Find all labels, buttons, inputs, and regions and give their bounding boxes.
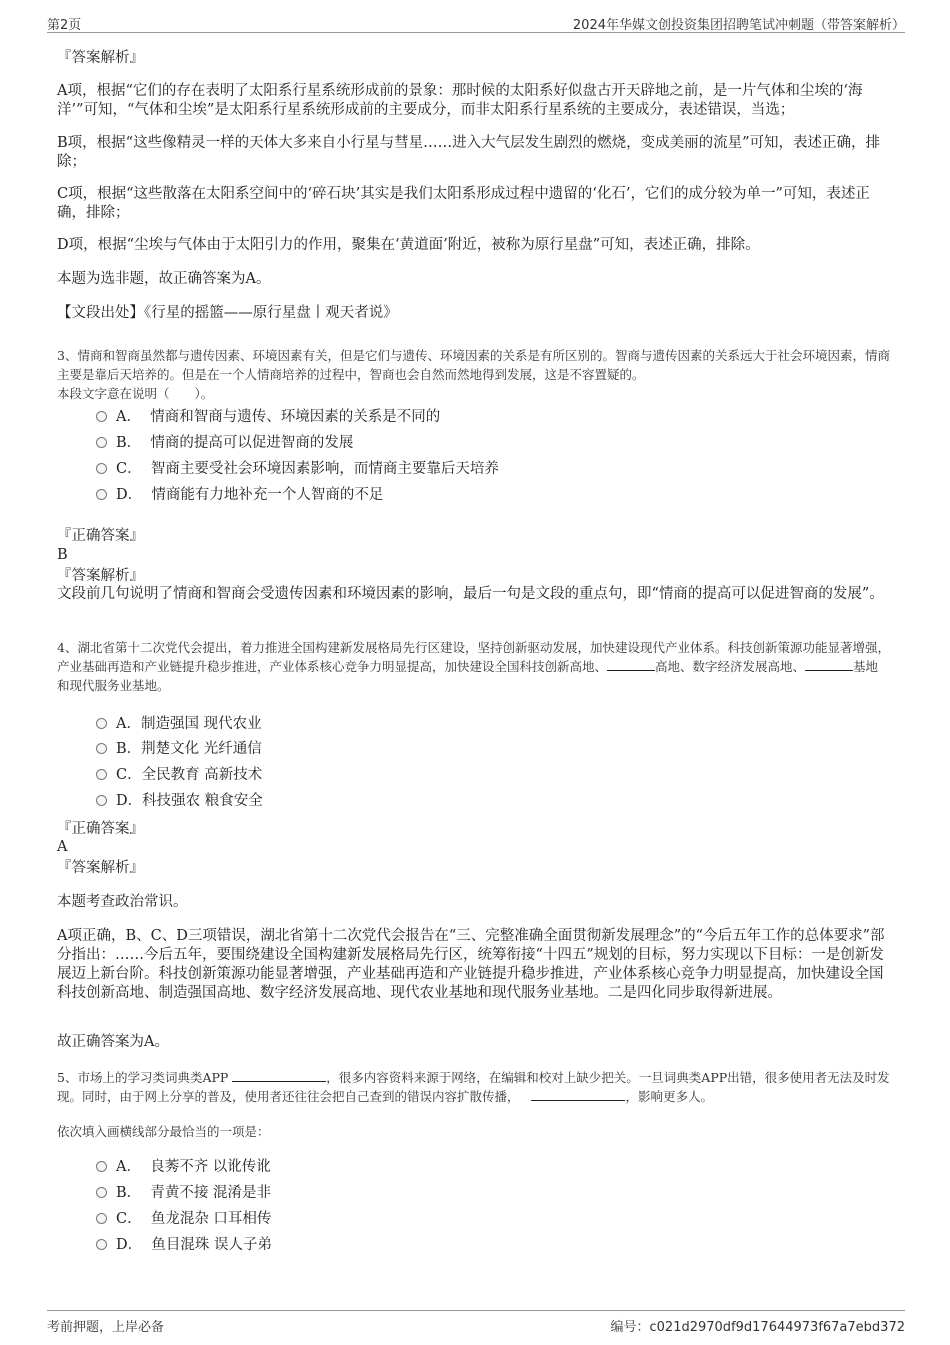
- q3-prompt: 本段文字意在说明（ ）。: [57, 386, 214, 401]
- q4-option-b[interactable]: [96, 739, 262, 759]
- option-text: 良莠不齐 以讹传讹: [150, 1159, 271, 1175]
- option-letter: D．: [116, 793, 143, 809]
- code-label: 编号：: [610, 1320, 650, 1335]
- option-text: 情商的提高可以促进智商的发展: [150, 435, 354, 451]
- radio-icon[interactable]: [96, 463, 107, 474]
- q4-analysis-heading: 『答案解析』: [57, 860, 144, 876]
- q4-analysis-intro: 本题考查政治常识。: [57, 894, 188, 910]
- option-letter: B．: [116, 741, 142, 757]
- q5-option-b[interactable]: [96, 1183, 271, 1203]
- option-letter: D．: [116, 1237, 143, 1253]
- q5-blank-1: [232, 1068, 326, 1082]
- q3-option-a[interactable]: [96, 407, 440, 427]
- q4-option-c[interactable]: [96, 765, 262, 785]
- page-header: [47, 12, 905, 33]
- option-letter: D．: [116, 487, 143, 503]
- q3-option-c[interactable]: [96, 459, 499, 479]
- q5-option-d[interactable]: [96, 1235, 272, 1255]
- q2-analysis-c: C项，根据“这些散落在太阳系空间中的‘碎石块’其实是我们太阳系形成过程中遗留的‘化石’，它们的成分较为单一”可知，表述正确，排除；: [57, 186, 870, 221]
- option-text: 鱼龙混杂 口耳相传: [150, 1211, 272, 1227]
- radio-icon[interactable]: [96, 769, 107, 780]
- document-code: [610, 1316, 905, 1335]
- q5-blank-2: [531, 1087, 625, 1101]
- q3-option-b[interactable]: [96, 433, 353, 453]
- radio-icon[interactable]: [96, 437, 107, 448]
- option-letter: A．: [116, 409, 141, 425]
- q2-analysis-heading: 『答案解析』: [57, 50, 144, 66]
- page-footer: [47, 1310, 905, 1335]
- option-letter: A．: [116, 1159, 141, 1175]
- option-text: 情商能有力地补充一个人智商的不足: [151, 487, 384, 503]
- radio-icon[interactable]: [96, 1213, 107, 1224]
- q4-stem-part3: 基地和现代服务业基地。: [57, 659, 879, 693]
- radio-icon[interactable]: [96, 1187, 107, 1198]
- option-text: 青黄不接 混淆是非: [150, 1185, 271, 1201]
- radio-icon[interactable]: [96, 795, 107, 806]
- option-text: 制造强国 现代农业: [140, 716, 262, 732]
- q5-stem-part1: 5、市场上的学习类词典类APP: [57, 1070, 229, 1085]
- option-text: 荆楚文化 光纤通信: [141, 741, 262, 757]
- q5-stem: [57, 1068, 890, 1106]
- option-letter: C．: [116, 767, 142, 783]
- q4-stem-part1: 4、湖北省第十二次党代会提出，着力推进全国构建新发展格局先行区建设，坚持创新驱动发展，加快建设现代产业体系。科技创新策源功能显著增强，产业基础再造和产业链提升稳步推进，产业体系核心竞争力明显提高，加快建设全国科技创新高地、: [57, 640, 890, 674]
- option-text: 鱼目混珠 误人子弟: [151, 1237, 272, 1253]
- radio-icon[interactable]: [96, 718, 107, 729]
- q4-stem-part2: 高地、数字经济发展高地、: [655, 659, 806, 674]
- option-letter: A．: [116, 716, 141, 732]
- q3-answer-heading: 『正确答案』: [57, 528, 144, 544]
- option-text: 智商主要受社会环境因素影响，而情商主要靠后天培养: [150, 461, 499, 477]
- q4-analysis-detail: A项正确，B、C、D三项错误，湖北省第十二次党代会报告在“三、完整准确全面贯彻新发展理念”的“今后五年工作的总体要求”部分指出：……今后五年，要围绕建设全国构建新发展格局先行区，统筹衔接“十四五”规划的目标，努力实现以下目标：一是创新发展迈上新台阶。科技创新策源功能显著增强，产业基础再造和产业链提升稳步推进，产业体系核心竞争力明显提高，加快建设全国科技创新高地、制造强国高地、数字经济发展高地、现代农业基地和现代服务业基地。二是四化同步取得新进展。: [57, 928, 885, 1001]
- radio-icon[interactable]: [96, 1161, 107, 1172]
- page-number: 第2页: [47, 18, 82, 33]
- q5-prompt: 依次填入画横线部分最恰当的一项是：: [57, 1124, 270, 1139]
- radio-icon[interactable]: [96, 489, 107, 500]
- option-letter: C．: [116, 1211, 142, 1227]
- radio-icon[interactable]: [96, 411, 107, 422]
- q4-answer: A: [57, 839, 68, 855]
- option-text: 情商和智商与遗传、环境因素的关系是不同的: [150, 409, 441, 425]
- radio-icon[interactable]: [96, 1239, 107, 1250]
- q3-option-d[interactable]: [96, 485, 383, 505]
- q2-conclusion: 本题为选非题，故正确答案为A。: [57, 271, 271, 287]
- option-text: 科技强农 粮食安全: [142, 793, 263, 809]
- q4-stem: [57, 638, 890, 695]
- code-value: c021d2970df9d17644973f67a7ebd372: [649, 1320, 905, 1335]
- footer-slogan: 考前押题，上岸必备: [47, 1320, 165, 1335]
- q5-stem-part3: ，影响更多人。: [625, 1089, 713, 1104]
- q5-option-a[interactable]: [96, 1157, 271, 1177]
- q3-analysis-heading: 『答案解析』: [57, 568, 144, 584]
- option-letter: B．: [116, 1185, 142, 1201]
- q4-blank-1: [607, 657, 655, 671]
- radio-icon[interactable]: [96, 743, 107, 754]
- q4-answer-heading: 『正确答案』: [57, 821, 144, 837]
- q2-analysis-b: B项，根据“这些像精灵一样的天体大多来自小行星与彗星……进入大气层发生剧烈的燃烧，变成美丽的流星”可知，表述正确，排除；: [57, 135, 880, 170]
- q5-option-c[interactable]: [96, 1209, 271, 1229]
- q4-option-a[interactable]: [96, 714, 262, 734]
- option-letter: C．: [116, 461, 142, 477]
- q5-stem-part2: ，很多内容资料来源于网络，在编辑和校对上缺少把关。一旦词典类APP出错，很多使用者无法及时发现。同时，由于网上分享的普及，使用者还往往会把自己查到的错误内容扩散传播，: [57, 1070, 890, 1104]
- document-title: 2024年华媒文创投资集团招聘笔试冲刺题（带答案解析）: [572, 18, 905, 33]
- q4-option-d[interactable]: [96, 791, 263, 811]
- q2-analysis-d: D项，根据“尘埃与气体由于太阳引力的作用，聚集在‘黄道面’附近，被称为原行星盘”可知，表述正确，排除。: [57, 237, 760, 253]
- q3-analysis: 文段前几句说明了情商和智商会受遗传因素和环境因素的影响，最后一句是文段的重点句，即“情商的提高可以促进智商的发展”。: [57, 586, 884, 602]
- option-text: 全民教育 高新技术: [141, 767, 263, 783]
- q4-conclusion: 故正确答案为A。: [57, 1034, 169, 1050]
- q2-source: 【文段出处】《行星的摇篮——原行星盘丨观天者说》: [57, 305, 398, 321]
- q3-stem: 3、情商和智商虽然都与遗传因素、环境因素有关，但是它们与遗传、环境因素的关系是有所区别的。智商与遗传因素的关系远大于社会环境因素，情商主要是靠后天培养的。但是在一个人情商培养的过程中，智商也会自然而然地得到发展，这是不容置疑的。: [57, 348, 890, 382]
- q3-answer: B: [57, 547, 68, 563]
- q4-blank-2: [805, 657, 853, 671]
- q2-analysis-a: A项，根据“它们的存在表明了太阳系行星系统形成前的景象：那时候的太阳系好似盘古开天辟地之前，是一片气体和尘埃的‘海洋’”可知，“气体和尘埃”是太阳系行星系统形成前的主要成分，而非太阳系行星系统的主要成分，表述错误，当选；: [57, 83, 863, 118]
- option-letter: B．: [116, 435, 142, 451]
